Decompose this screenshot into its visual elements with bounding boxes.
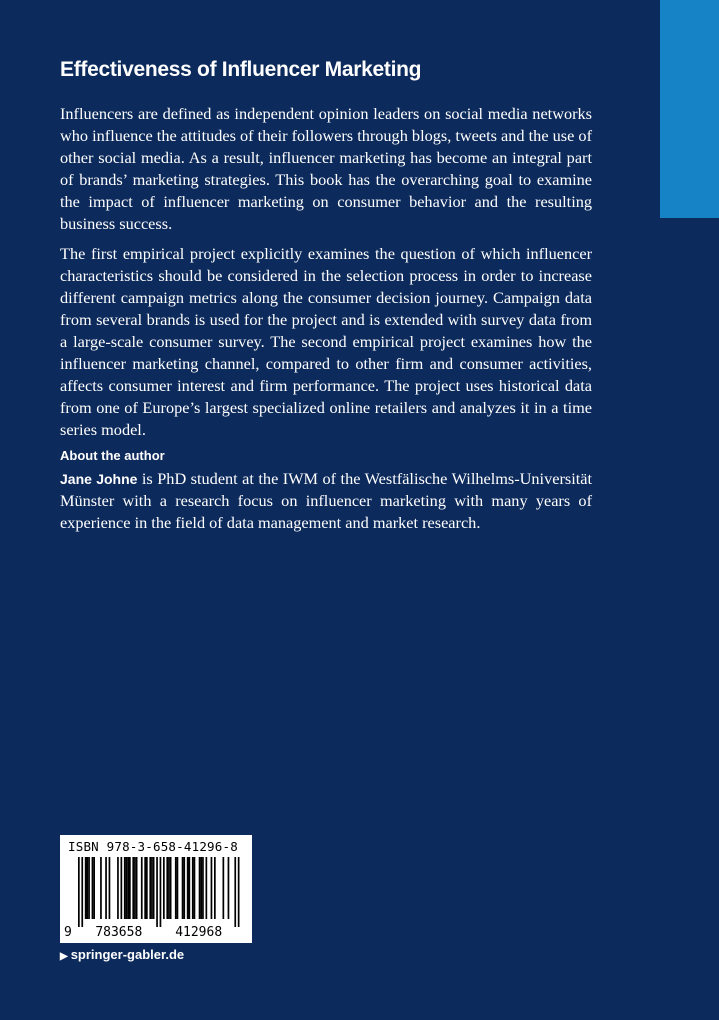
author-bio [60, 468, 592, 534]
barcode-bar [124, 857, 126, 919]
barcode-bar [189, 857, 191, 919]
barcode-bar [168, 857, 170, 919]
barcode-bar [206, 857, 208, 919]
isbn-barcode [60, 835, 252, 943]
barcode-bar [117, 857, 119, 919]
barcode-bar [192, 857, 194, 919]
barcode-bar [121, 857, 123, 919]
barcode-bar [126, 857, 128, 919]
barcode-bar [175, 857, 177, 919]
barcode-bar [153, 857, 155, 919]
barcode-bar [141, 857, 143, 919]
barcode-bar [199, 857, 201, 919]
barcode-bar [127, 857, 129, 919]
barcode-bar [88, 857, 90, 919]
barcode-bar [81, 857, 83, 927]
barcode-bar [211, 857, 213, 919]
barcode-bar [149, 857, 151, 919]
barcode-bar [200, 857, 202, 919]
barcode-bar [234, 857, 236, 927]
barcode-bar [163, 857, 165, 919]
barcode-bar [177, 857, 179, 919]
accent-bar [660, 0, 719, 218]
barcode-bar [93, 857, 95, 919]
barcode-bar [194, 857, 196, 919]
book-title: Effectiveness of Influencer Marketing [60, 58, 422, 81]
barcode-bar [132, 857, 134, 919]
barcode-bar [100, 857, 102, 919]
author-name: Jane Johne [60, 471, 138, 487]
barcode-bar [202, 857, 204, 919]
barcode-digits-right: 412968 [175, 925, 223, 940]
about-author-heading: About the author [60, 448, 165, 463]
barcode-bar [182, 857, 184, 919]
barcode-bar [146, 857, 148, 919]
publisher-link[interactable] [60, 946, 184, 966]
barcode-bar [228, 857, 230, 919]
barcode-bar [238, 857, 240, 927]
isbn-label: ISBN 978-3-658-41296-8 [68, 839, 238, 854]
barcode-bar [134, 857, 136, 919]
barcode-bar [136, 857, 138, 919]
barcode-graphic [60, 835, 252, 943]
barcode-bar [78, 857, 80, 927]
barcode-bar [170, 857, 172, 919]
publisher-url: springer-gabler.de [70, 947, 185, 962]
barcode-bar [92, 857, 94, 919]
barcode-bar [160, 857, 162, 927]
description-paragraph-1: Influencers are defined as independent opinion leaders on social media networks who influence the attitudes of their followers through blogs, tweets and the use of other social media. As a result, influencer marketing has become an integral part of brands’ marketing strategies. This book has the overarching goal to examine the impact of influencer marketing on consumer behavior and the resulting business success. [60, 104, 592, 233]
barcode-bar [144, 857, 146, 919]
description-paragraph-2: The first empirical project explicitly examines the question of which influencer characteristics should be considered in the selection process in order to increase different campaign metrics along the consumer decision journey. Campaign data from several brands is used for the project and is extended with survey data from a large-scale consumer survey. The second empirical project examines how the influencer marketing channel, compared to other firm and consumer activities, affects consumer interest and firm performance. The project uses historical data from one of Europe’s largest specialized online retailers and analyzes it in a time series model. [60, 244, 592, 439]
barcode-bar [183, 857, 185, 919]
barcode-bar [187, 857, 189, 919]
barcode-bar [156, 857, 158, 927]
barcode-digit-lead: 9 [64, 925, 72, 940]
barcode-bar [129, 857, 131, 919]
barcode-digits-left: 783658 [95, 925, 143, 940]
author-bio-text: is PhD student at the IWM of the Westfälische Wilhelms-Universität Münster with a research focus on influencer marketing with many years of experience in the field of data management and market research. [60, 469, 592, 532]
barcode-bar [109, 857, 111, 919]
barcode-bar [214, 857, 216, 919]
barcode-bar [223, 857, 225, 919]
barcode-bar [87, 857, 89, 919]
barcode-bar [166, 857, 168, 919]
barcode-bar [151, 857, 153, 919]
arrow-right-icon: ▶ [60, 951, 68, 962]
barcode-bar [105, 857, 107, 919]
barcode-bar [85, 857, 87, 919]
